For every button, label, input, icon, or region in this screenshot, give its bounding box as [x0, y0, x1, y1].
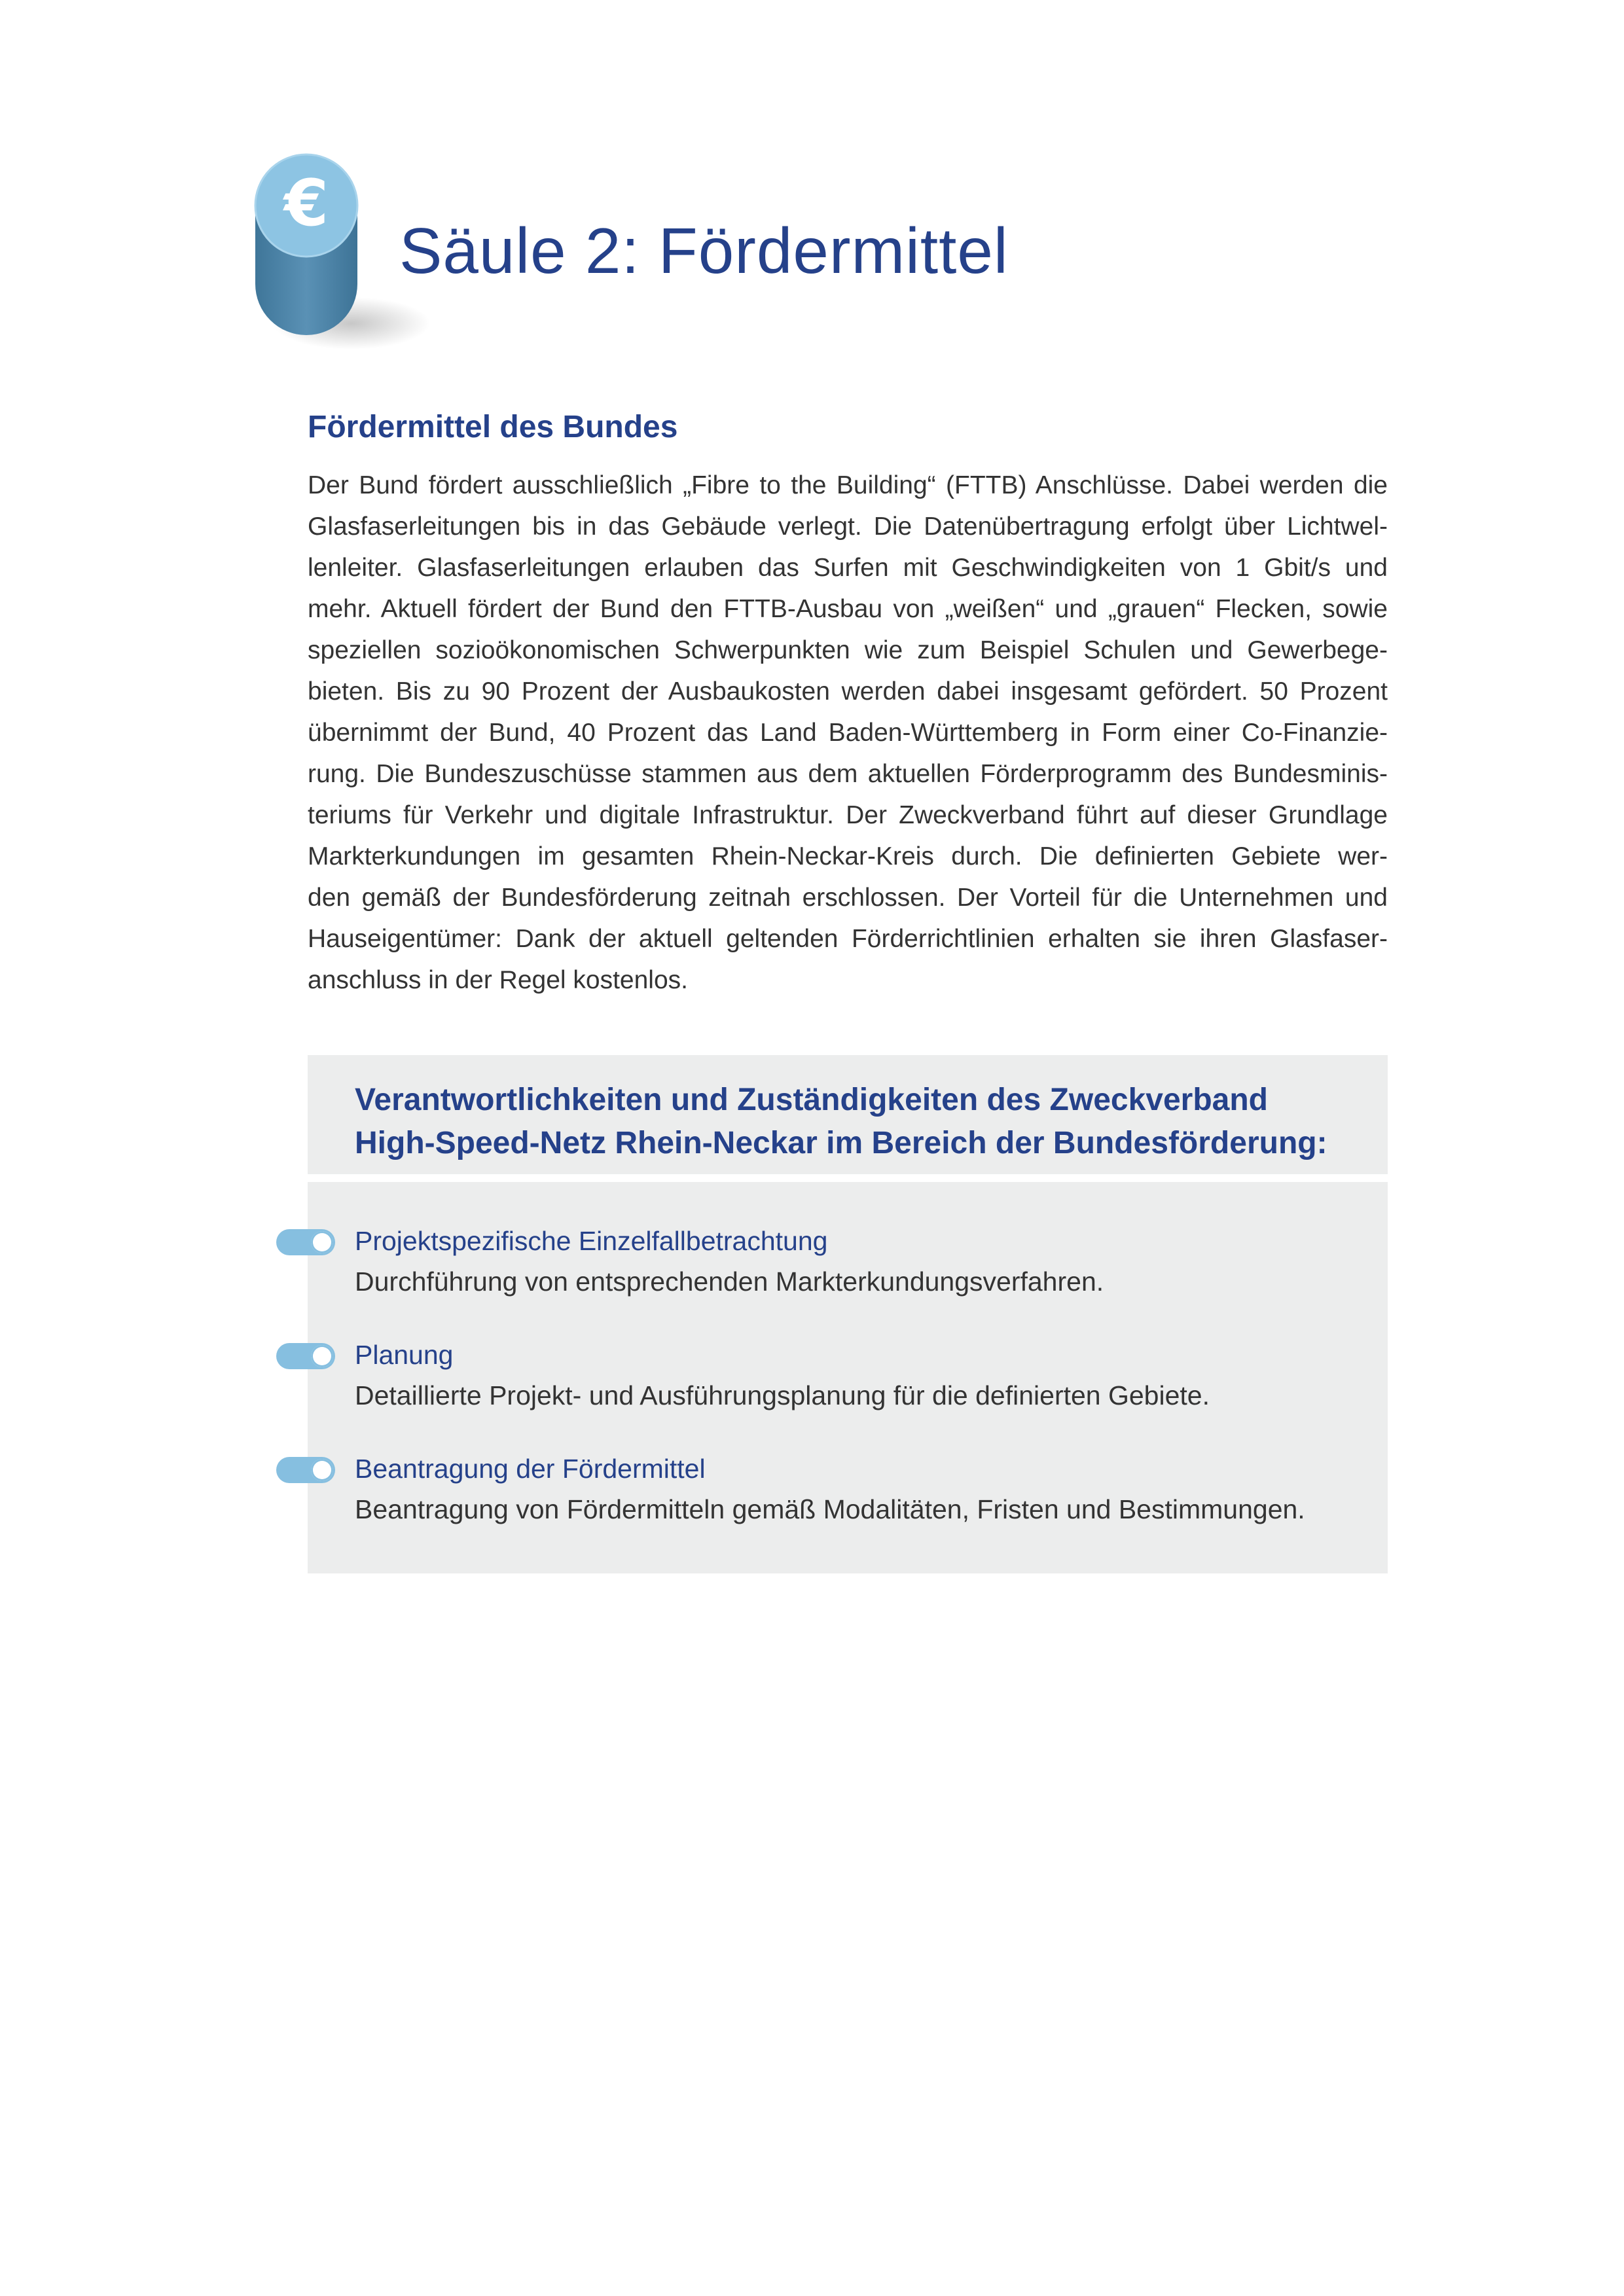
- body-line: Glasfaserleitungen bis in das Gebäude verlegt. Die Datenübertragung erfolgt über Lichtwel-: [308, 512, 1388, 541]
- body-line: rung. Die Bundeszuschüsse stammen aus dem aktuellen Förderprogramm des Bundesminis-: [308, 760, 1388, 788]
- toggle-bullet-icon: [276, 1457, 335, 1483]
- responsibilities-title-line: Verantwortlichkeiten und Zuständigkeiten des Zweckverband: [355, 1083, 1268, 1117]
- section-body: [308, 465, 1388, 1001]
- body-line: anschluss in der Regel kostenlos.: [308, 966, 688, 994]
- body-line: Markterkundungen im gesamten Rhein-Neckar-Kreis durch. Die definierten Gebiete wer-: [308, 842, 1388, 870]
- responsibility-description: Detaillierte Projekt- und Ausführungsplanung für die definierten Gebiete.: [355, 1380, 1210, 1410]
- section-heading: Fördermittel des Bundes: [308, 410, 678, 444]
- body-line: bieten. Bis zu 90 Prozent der Ausbaukosten werden dabei insgesamt gefördert. 50 Prozent: [308, 677, 1388, 706]
- page-title: Säule 2: Fördermittel: [399, 215, 1009, 287]
- responsibilities-box: [308, 1182, 1388, 1573]
- responsibilities-box-header: [308, 1055, 1388, 1174]
- responsibility-title: Planung: [355, 1340, 454, 1370]
- body-line: mehr. Aktuell fördert der Bund den FTTB-Ausbau von „weißen“ und „grauen“ Flecken, sowie: [308, 595, 1388, 623]
- responsibility-title: Beantragung der Fördermittel: [355, 1454, 706, 1484]
- body-line: lenleiter. Glasfaserleitungen erlauben das Surfen mit Geschwindigkeiten von 1 Gbit/s und: [308, 554, 1388, 582]
- responsibility-title: Projektspezifische Einzelfallbetrachtung: [355, 1226, 828, 1256]
- body-line: Der Bund fördert ausschließlich „Fibre to the Building“ (FTTB) Anschlüsse. Dabei werden die: [308, 471, 1388, 499]
- responsibility-description: Durchführung von entsprechenden Markterkundungsverfahren.: [355, 1266, 1104, 1297]
- body-line: den gemäß der Bundesförderung zeitnah erschlossen. Der Vorteil für die Unternehmen und: [308, 884, 1388, 912]
- toggle-bullet-icon: [276, 1343, 335, 1369]
- toggle-bullet-icon: [276, 1229, 335, 1255]
- responsibility-description: Beantragung von Fördermitteln gemäß Modalitäten, Fristen und Bestimmungen.: [355, 1494, 1305, 1524]
- euro-symbol: €: [283, 166, 329, 241]
- responsibilities-title-line: High-Speed-Netz Rhein-Neckar im Bereich der Bundesförderung:: [355, 1126, 1327, 1160]
- body-line: teriums für Verkehr und digitale Infrastruktur. Der Zweckverband führt auf dieser Grundlage: [308, 801, 1388, 829]
- responsibilities-title: [355, 1079, 1327, 1165]
- body-line: speziellen sozioökonomischen Schwerpunkten wie zum Beispiel Schulen und Gewerbege-: [308, 636, 1388, 664]
- body-line: übernimmt der Bund, 40 Prozent das Land Baden-Württemberg in Form einer Co-Finanzie-: [308, 719, 1388, 747]
- body-line: Hauseigentümer: Dank der aktuell geltenden Förderrichtlinien erhalten sie ihren Glasfaser-: [308, 925, 1388, 953]
